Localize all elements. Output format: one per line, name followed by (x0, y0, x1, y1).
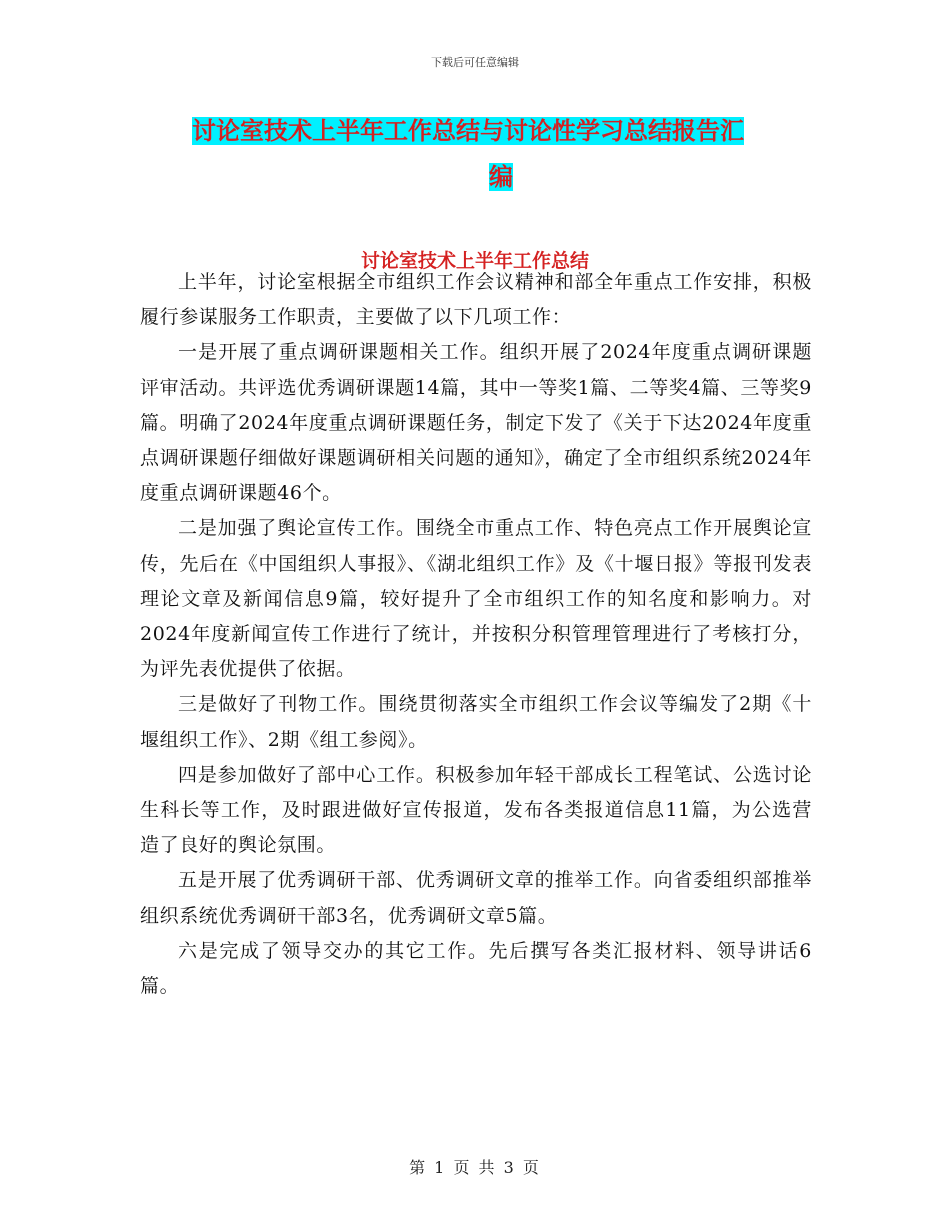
paragraph-item-3: 三是做好了刊物工作。围绕贯彻落实全市组织工作会议等编发了2期《十堰组织工作》、2期《组工参阅》。 (140, 693, 812, 751)
document-body (140, 265, 812, 1004)
paragraph-item-2: 二是加强了舆论宣传工作。围绕全市重点工作、特色亮点工作开展舆论宣传，先后在《中国组织人事报》、《湖北组织工作》及《十堰日报》等报刊发表理论文章及新闻信息9篇，较好提升了全市组织工作的知名度和影响力。对2024年度新闻宣传工作进行了统计，并按积分积管理管理进行了考核打分，为评先表优提供了依据。 (140, 517, 812, 681)
header-note: 下载后可任意编辑 (431, 56, 519, 69)
document-title-line2: 编 (489, 163, 513, 191)
paragraph-item-5: 五是开展了优秀调研干部、优秀调研文章的推举工作。向省委组织部推举组织系统优秀调研干部3名，优秀调研文章5篇。 (140, 869, 812, 927)
document-title-line1: 讨论室技术上半年工作总结与讨论性学习总结报告汇 (192, 117, 744, 145)
paragraph-item-4: 四是参加做好了部中心工作。积极参加年轻干部成长工程笔试、公选讨论生科长等工作，及时跟进做好宣传报道，发布各类报道信息11篇，为公选营造了良好的舆论氛围。 (140, 763, 812, 857)
paragraph-item-6: 六是完成了领导交办的其它工作。先后撰写各类汇报材料、领导讲话6篇。 (140, 939, 812, 998)
paragraph-intro: 上半年，讨论室根据全市组织工作会议精神和部全年重点工作安排，积极履行参谋服务工作职责，主要做了以下几项工作： (140, 271, 812, 329)
paragraph-item-1: 一是开展了重点调研课题相关工作。组织开展了2024年度重点调研课题评审活动。共评选优秀调研课题14篇，其中一等奖1篇、二等奖4篇、三等奖9篇。明确了2024年度重点调研课题任务，制定下发了《关于下达2024年度重点调研课题仔细做好课题调研相关问题的通知》，确定了全市组织系统2024年度重点调研课题46个。 (140, 341, 812, 505)
page-number-footer: 第 1 页 共 3 页 (409, 1158, 541, 1177)
section-title: 讨论室技术上半年工作总结 (360, 250, 589, 272)
document-title (192, 108, 810, 200)
